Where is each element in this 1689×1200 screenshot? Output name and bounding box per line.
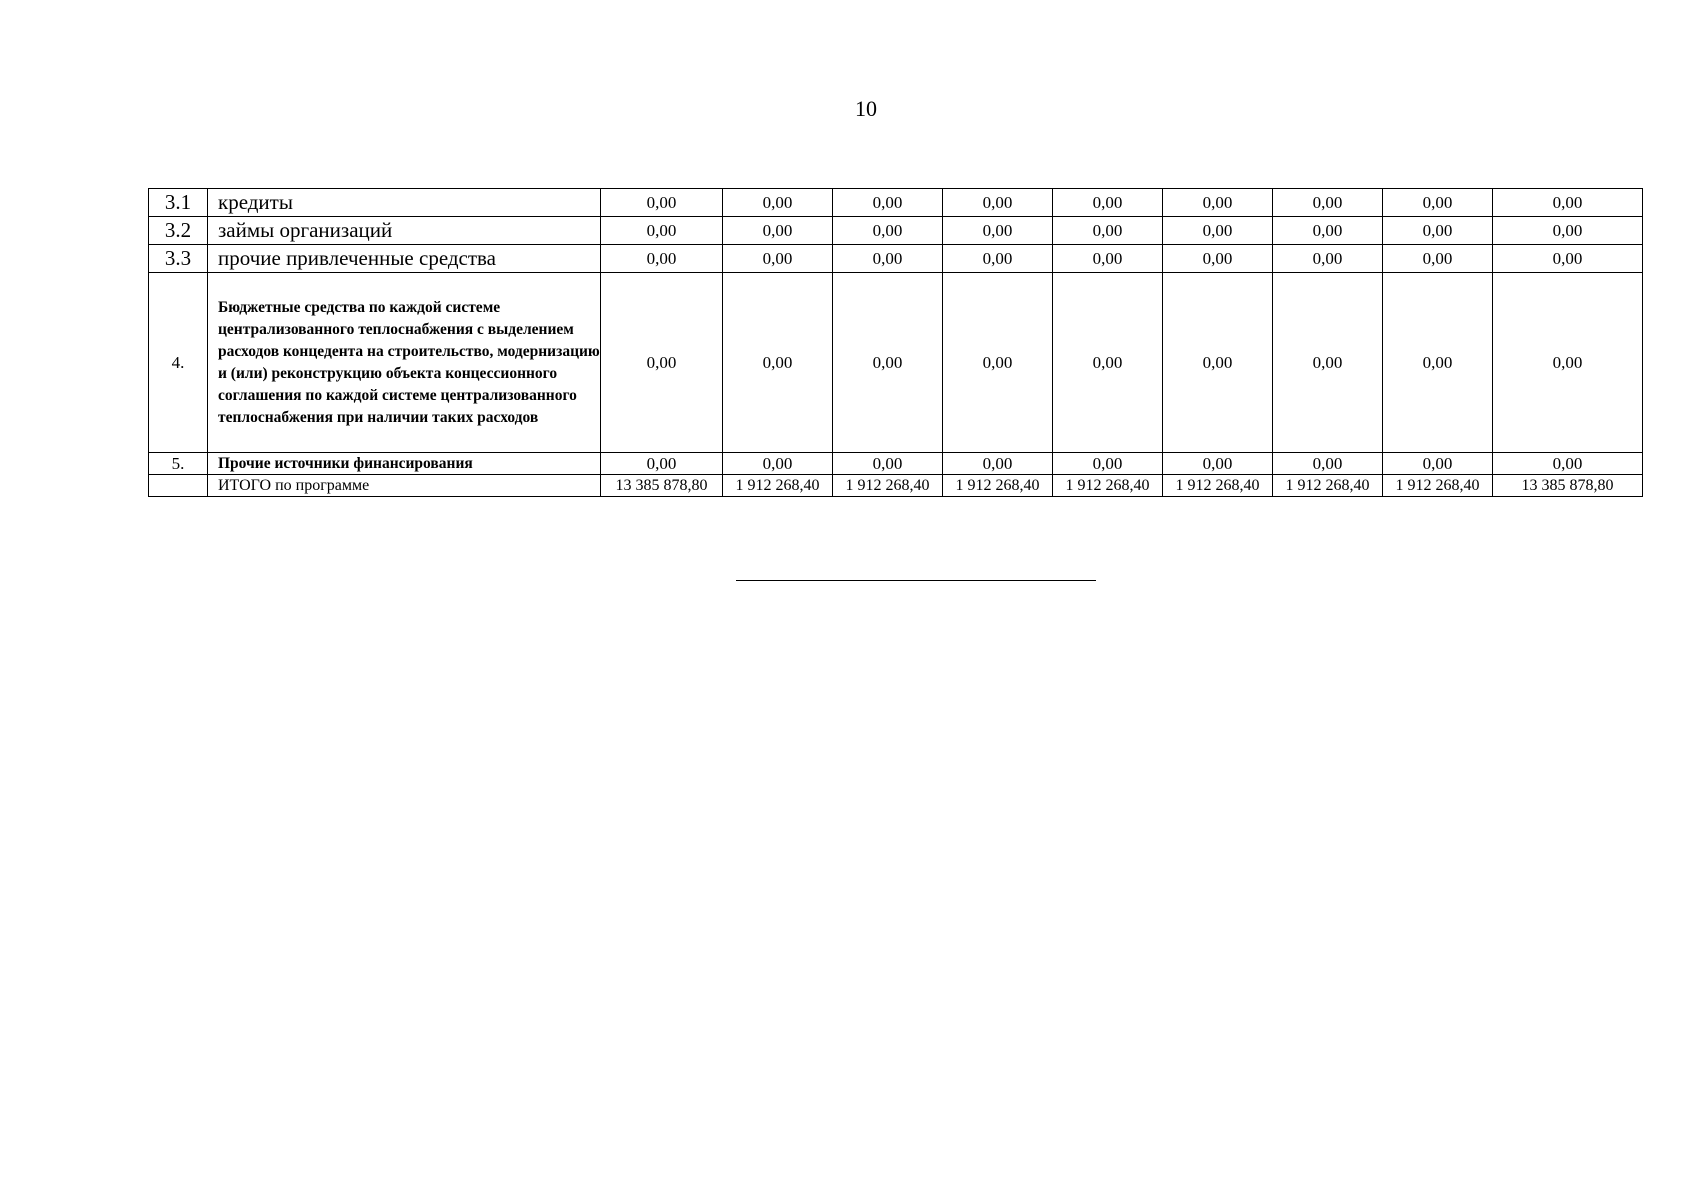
total-value-cell: 1 912 268,40	[833, 475, 943, 497]
value-cell: 0,00	[1053, 189, 1163, 217]
value-cell: 0,00	[1163, 245, 1273, 273]
value-cell: 0,00	[943, 453, 1053, 475]
total-value-cell: 1 912 268,40	[1053, 475, 1163, 497]
row-label: ИТОГО по программе	[208, 475, 601, 497]
value-cell: 0,00	[833, 217, 943, 245]
value-cell: 0,00	[1053, 273, 1163, 453]
value-cell: 0,00	[1383, 453, 1493, 475]
value-cell: 0,00	[833, 245, 943, 273]
value-cell: 0,00	[1493, 217, 1643, 245]
table-row	[149, 217, 1643, 245]
row-number	[149, 475, 208, 497]
value-cell: 0,00	[601, 189, 723, 217]
separator-line	[736, 580, 1096, 581]
page-number: 10	[855, 96, 877, 121]
total-value-cell: 1 912 268,40	[723, 475, 833, 497]
value-cell: 0,00	[1163, 189, 1273, 217]
value-cell: 0,00	[1053, 453, 1163, 475]
value-cell: 0,00	[943, 217, 1053, 245]
total-value-cell: 1 912 268,40	[1273, 475, 1383, 497]
value-cell: 0,00	[601, 453, 723, 475]
value-cell: 0,00	[1163, 217, 1273, 245]
value-cell: 0,00	[1273, 453, 1383, 475]
value-cell: 0,00	[1163, 453, 1273, 475]
value-cell: 0,00	[1383, 245, 1493, 273]
value-cell: 0,00	[601, 245, 723, 273]
total-value-cell: 13 385 878,80	[601, 475, 723, 497]
total-value-cell: 1 912 268,40	[943, 475, 1053, 497]
row-number: 3.1	[149, 189, 208, 217]
value-cell: 0,00	[1383, 217, 1493, 245]
row-label: Бюджетные средства по каждой системе централизованного теплоснабжения с выделением расходов концедента на строительство, модернизацию и (или) реконструкцию объекта концессионного соглашения по каждой системе централизованного теплоснабжения при наличии таких расходов	[208, 273, 601, 453]
value-cell: 0,00	[1493, 453, 1643, 475]
table-row-total	[149, 475, 1643, 497]
table-row	[149, 245, 1643, 273]
total-value-cell: 1 912 268,40	[1163, 475, 1273, 497]
value-cell: 0,00	[1273, 273, 1383, 453]
value-cell: 0,00	[1163, 273, 1273, 453]
table-row	[149, 273, 1643, 453]
value-cell: 0,00	[601, 217, 723, 245]
total-value-cell: 13 385 878,80	[1493, 475, 1643, 497]
value-cell: 0,00	[943, 189, 1053, 217]
row-label: прочие привлеченные средства	[208, 245, 601, 273]
value-cell: 0,00	[601, 273, 723, 453]
value-cell: 0,00	[723, 453, 833, 475]
row-number: 4.	[149, 273, 208, 453]
row-label: Прочие источники финансирования	[208, 453, 601, 475]
total-value-cell: 1 912 268,40	[1383, 475, 1493, 497]
table-row	[149, 453, 1643, 475]
row-number: 5.	[149, 453, 208, 475]
row-number: 3.3	[149, 245, 208, 273]
value-cell: 0,00	[1273, 245, 1383, 273]
value-cell: 0,00	[943, 273, 1053, 453]
value-cell: 0,00	[1053, 245, 1163, 273]
value-cell: 0,00	[723, 189, 833, 217]
row-number: 3.2	[149, 217, 208, 245]
value-cell: 0,00	[1053, 217, 1163, 245]
value-cell: 0,00	[943, 245, 1053, 273]
value-cell: 0,00	[833, 189, 943, 217]
value-cell: 0,00	[1493, 245, 1643, 273]
value-cell: 0,00	[833, 453, 943, 475]
value-cell: 0,00	[833, 273, 943, 453]
value-cell: 0,00	[1273, 189, 1383, 217]
financing-table	[148, 188, 1643, 497]
row-label: кредиты	[208, 189, 601, 217]
table-row	[149, 189, 1643, 217]
value-cell: 0,00	[1383, 189, 1493, 217]
value-cell: 0,00	[1493, 189, 1643, 217]
value-cell: 0,00	[1273, 217, 1383, 245]
value-cell: 0,00	[723, 217, 833, 245]
value-cell: 0,00	[723, 245, 833, 273]
value-cell: 0,00	[1493, 273, 1643, 453]
value-cell: 0,00	[723, 273, 833, 453]
row-label: займы организаций	[208, 217, 601, 245]
value-cell: 0,00	[1383, 273, 1493, 453]
